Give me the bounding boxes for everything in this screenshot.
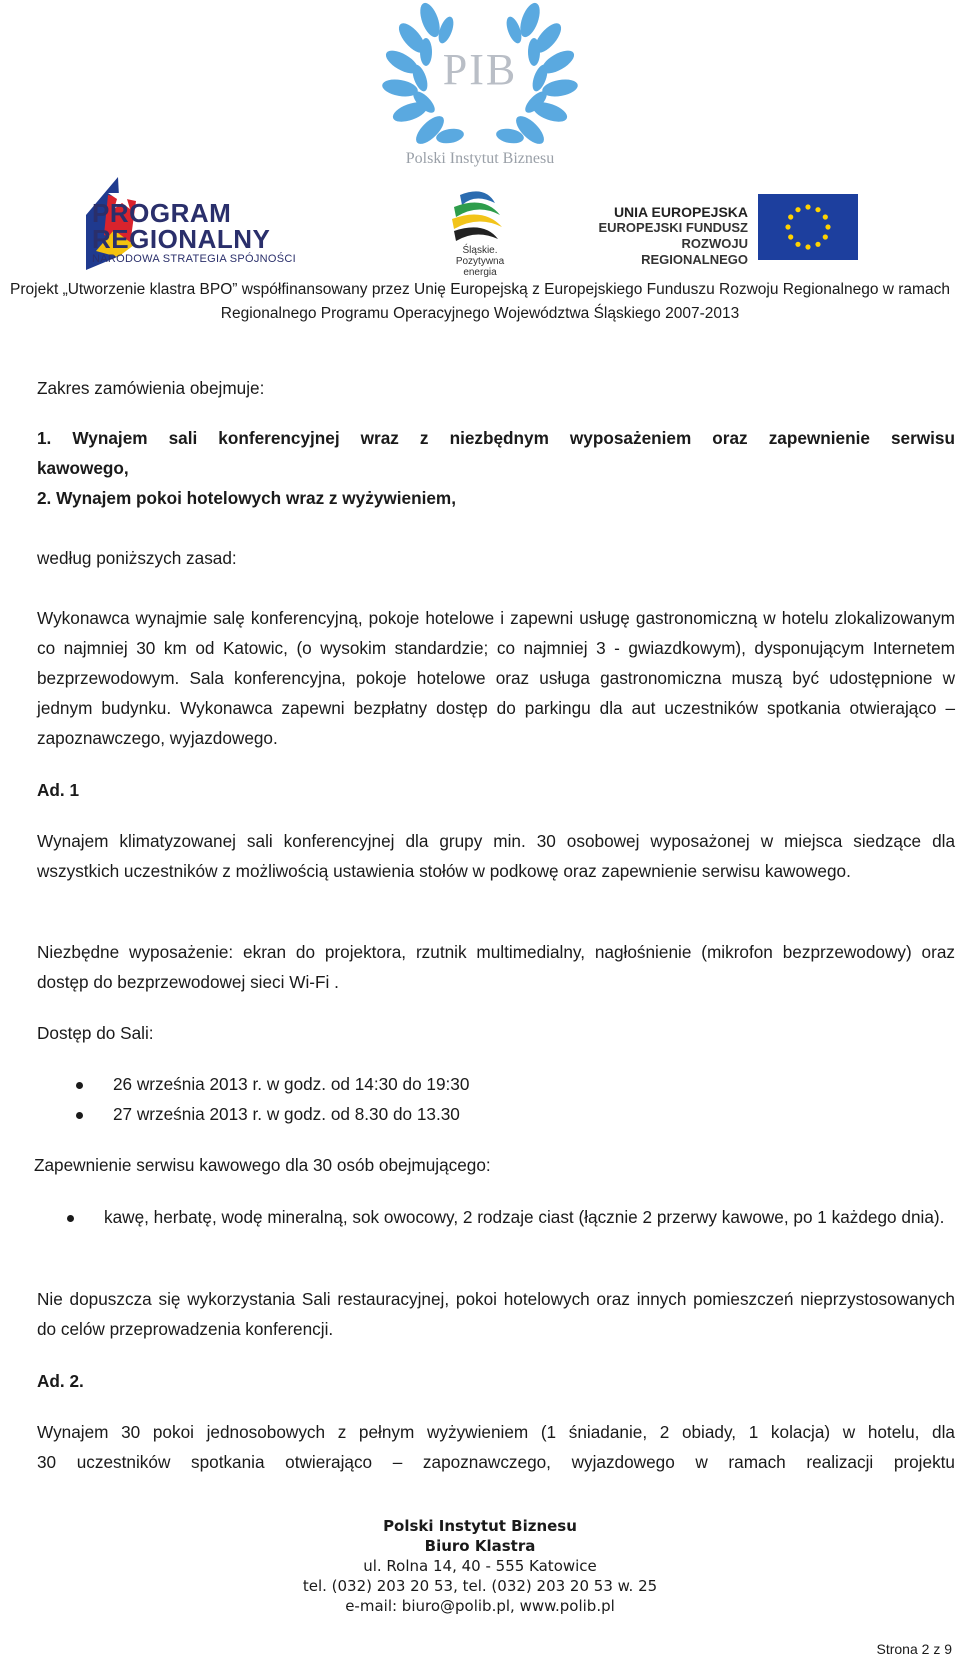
project-line-1: Projekt „Utworzenie klastra BPO” współfinansowany przez Unię Europejską z Europejskiego Funduszu Rozwoju Regionalnego w ramach [10,281,950,298]
coffee-item: kawę, herbatę, wodę mineralną, sok owocowy, 2 rodzaje ciast (łącznie 2 przerwy kawowe, po 1 każdego dnia). [104,1207,945,1227]
rules-intro: według poniższych zasad: [37,548,237,568]
pib-logo-text: PIB [442,45,518,94]
scope-item-1-line1: 1. Wynajem sali konferencyjnej wraz z niezbędnym wyposażeniem oraz zapewnienie serwisu [37,428,955,448]
paragraph-conference-room: Wynajem klimatyzowanej sali konferencyjnej dla grupy min. 30 osobowej wyposażonej w miejsca siedzące dla wszystkich uczestników z możliwością ustawienia stołów w podkowę oraz zapewnienie serwisu kawowego. [37,831,955,881]
footer-office: Biuro Klastra [424,1537,536,1555]
access-label: Dostęp do Sali: [37,1023,154,1043]
footer [0,1516,960,1616]
page-number: Strona 2 z 9 [876,1641,952,1657]
paragraph-equipment: Niezbędne wyposażenie: ekran do projektora, rzutnik multimedialny, nagłośnienie (mikrofon bezprzewodowy) oraz dostęp do bezprzewodowej sieci Wi-Fi . [37,942,955,992]
slaskie-logo-text [440,245,520,278]
footer-phone: tel. (032) 203 20 53, tel. (032) 203 20 53 w. 25 [302,1577,658,1595]
slaskie-line1: Śląskie. [462,245,498,256]
paragraph-hotel-requirements: Wykonawca wynajmie salę konferencyjną, pokoje hotelowe i zapewni usługę gastronomiczną w hotelu zlokalizowanym co najmniej 30 km od Katowic, (o wysokim standardzie; co najmniej 3 - gwiazdkowym), dysponującym Internetem bezprzewodowym. Sala konferencyjna, pokoje hotelowe oraz usługa gastronomiczna muszą być udostępnione w jednym budynku. Wykonawca zapewni bezpłatny dostęp do parkingu dla aut uczestników spotkania otwierająco – zapoznawczego, wyjazdowego. [37,608,955,748]
program-logo-title [92,200,270,252]
ad2-heading: Ad. 2. [37,1371,84,1391]
coffee-label: Zapewnienie serwisu kawowego dla 30 osób obejmującego: [34,1155,491,1175]
slaskie-waves-icon [440,185,520,245]
paragraph-hotel-rooms-line2: 30 uczestników spotkania otwierająco – zapoznawczego, wyjazdowego w ramach realizacji projektu [37,1452,955,1472]
program-logo-line2: REGIONALNY [92,224,271,254]
slaskie-line2: Pozytywna energia [455,256,505,278]
footer-address: ul. Rolna 14, 40 - 555 Katowice [363,1557,597,1575]
scope-item-2: 2. Wynajem pokoi hotelowych wraz z wyżywieniem, [37,488,456,508]
program-logo-subtitle: NARODOWA STRATEGIA SPÓJNOŚCI [92,253,296,265]
bullet-icon [67,1215,74,1222]
eu-flag-icon [758,194,858,260]
ue-line3: ROZWOJU REGIONALNEGO [641,236,748,267]
footer-org-name: Polski Instytut Biznesu [383,1517,577,1535]
ue-line1: UNIA EUROPEJSKA [613,204,748,220]
bullet-icon [76,1112,83,1119]
access-item: 26 września 2013 r. w godz. od 14:30 do 19:30 [113,1074,470,1094]
paragraph-hotel-rooms-line1: Wynajem 30 pokoi jednosobowych z pełnym wyżywieniem (1 śniadanie, 2 obiady, 1 kolacja) w hotelu, dla [37,1422,955,1442]
access-item: 27 września 2013 r. w godz. od 8.30 do 13.30 [113,1104,460,1124]
program-logo-line1: PROGRAM [92,198,232,228]
pib-logo-subtitle: Polski Instytut Biznesu [405,150,555,167]
ad1-heading: Ad. 1 [37,780,80,800]
ue-line2: EUROPEJSKI FUNDUSZ [598,220,748,235]
scope-item-1-line2: kawowego, [37,458,129,478]
scope-intro: Zakres zamówienia obejmuje: [37,378,265,398]
ue-logo-text [588,204,748,268]
pib-logo [360,0,600,175]
footer-email-web: e-mail: biuro@polib.pl, www.polib.pl [345,1597,615,1615]
slaskie-logo [440,185,520,278]
paragraph-room-restrictions: Nie dopuszcza się wykorzystania Sali restauracyjnej, pokoi hotelowych oraz innych pomieszczeń nieprzystosowanych do celów przeprowadzenia konferencji. [37,1289,955,1339]
bullet-icon [76,1082,83,1089]
project-line-2: Regionalnego Programu Operacyjnego Województwa Śląskiego 2007-2013 [220,305,740,322]
